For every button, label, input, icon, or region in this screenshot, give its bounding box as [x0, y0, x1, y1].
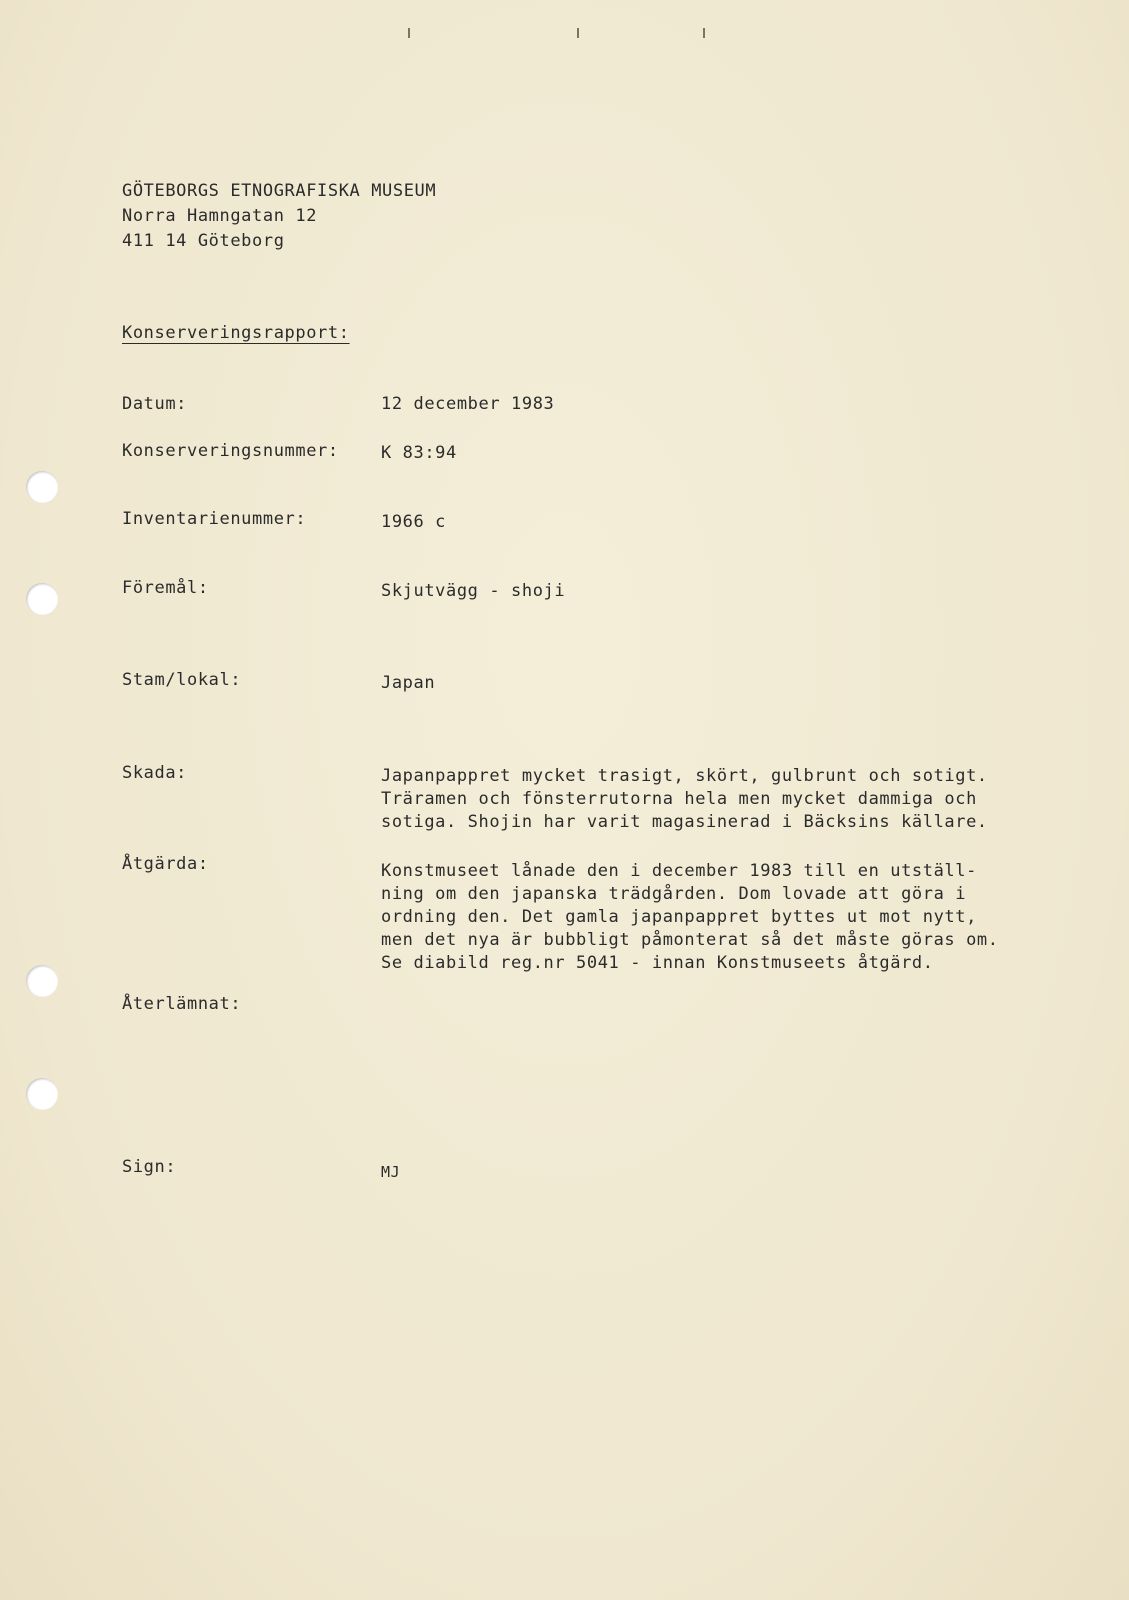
report-title: Konserveringsrapport:: [122, 323, 350, 343]
institution-name: GÖTEBORGS ETNOGRAFISKA MUSEUM: [122, 181, 437, 201]
aterlamnat-label: Återlämnat:: [122, 994, 242, 1014]
city-address: 411 14 Göteborg: [122, 231, 285, 251]
skada-line: sotiga. Shojin har varit magasinerad i Bäcksins källare.: [381, 812, 988, 832]
atgarda-line: Konstmuseet lånade den i december 1983 till en utställ-: [381, 861, 977, 881]
atgarda-line: men det nya är bubbligt påmonterat så det måste göras om.: [381, 930, 999, 950]
skada-label: Skada:: [122, 763, 188, 783]
atgarda-line: ordning den. Det gamla japanpappret byttes ut mot nytt,: [381, 907, 977, 927]
punch-hole: [26, 965, 58, 997]
foremal-value: Skjutvägg - shoji: [381, 581, 566, 601]
paper-mark: [577, 28, 579, 38]
konserveringsnummer-value: K 83:94: [381, 443, 457, 463]
stam-value: Japan: [381, 673, 436, 693]
paper-mark: [703, 28, 705, 38]
konserveringsnummer-label: Konserveringsnummer:: [122, 441, 339, 461]
skada-line: Träramen och fönsterrutorna hela men mycket dammiga och: [381, 789, 977, 809]
sign-value: MJ: [381, 1163, 401, 1181]
stam-label: Stam/lokal:: [122, 670, 242, 690]
skada-line: Japanpappret mycket trasigt, skört, gulbrunt och sotigt.: [381, 766, 988, 786]
foremal-label: Föremål:: [122, 578, 209, 598]
atgarda-label: Åtgärda:: [122, 854, 209, 874]
paper-mark: [408, 28, 410, 38]
atgarda-line: Se diabild reg.nr 5041 - innan Konstmuseets åtgärd.: [381, 953, 934, 973]
inventarienummer-value: 1966 c: [381, 512, 447, 532]
atgarda-text: [381, 860, 999, 975]
datum-label: Datum:: [122, 394, 188, 414]
street-address: Norra Hamngatan 12: [122, 206, 318, 226]
punch-hole: [26, 1078, 58, 1110]
inventarienummer-label: Inventarienummer:: [122, 509, 307, 529]
datum-value: 12 december 1983: [381, 394, 555, 414]
punch-hole: [26, 471, 58, 503]
atgarda-line: ning om den japanska trädgården. Dom lovade att göra i: [381, 884, 967, 904]
skada-text: [381, 765, 988, 834]
sign-label: Sign:: [122, 1157, 177, 1177]
punch-hole: [26, 583, 58, 615]
